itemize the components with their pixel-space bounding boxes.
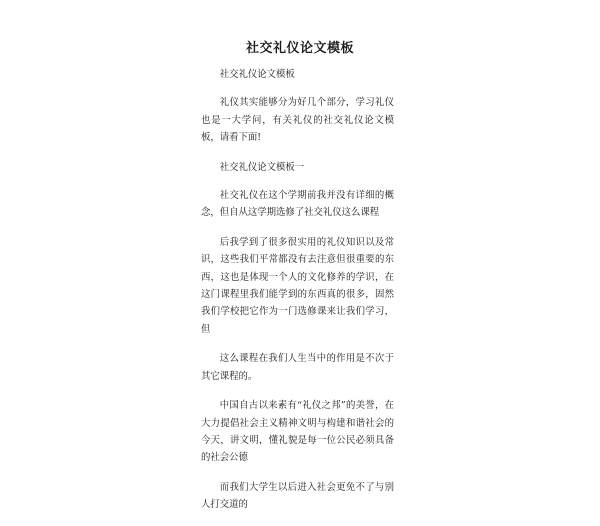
paragraph-text: 后我学到了很多很实用的礼仪知识以及常识，这些我们平常都没有去注意但很重要的东西，这也是体现一个人的文化修养的学识，在这门课程里我们能学到的东西真的很多，固然我们学校把它作为一门选修课来让我们学习，但	[201, 236, 394, 335]
paragraph-text: 而我们大学生以后进入社会更免不了与别人打交道的	[201, 481, 394, 511]
paragraph-text: 中国自古以来素有“礼仪之邦”的美誉，在大力提倡社会主义精神文明与构建和谐社会的今天，讲文明，懂礼貌是每一位公民必须具备的社会公德	[201, 400, 394, 464]
paragraph-heading: 社交礼仪论文模板	[219, 69, 295, 80]
paragraph-intro: 礼仪其实能够分为好几个部分，学习礼仪也是一大学问，有关礼仪的社交礼仪论文模板，请看下面!	[201, 97, 394, 144]
document-body	[201, 66, 394, 526]
paragraph-text: 社交礼仪在这个学期前我并没有详细的概念，但自从这学期选修了社交礼仪这么课程	[201, 190, 394, 219]
paragraph-section-heading: 社交礼仪论文模板一	[219, 161, 305, 173]
paragraph-text: 这么课程在我们人生当中的作用是不次于其它课程的。	[201, 353, 394, 382]
document-title: 社交礼仪论文模板	[245, 41, 354, 56]
